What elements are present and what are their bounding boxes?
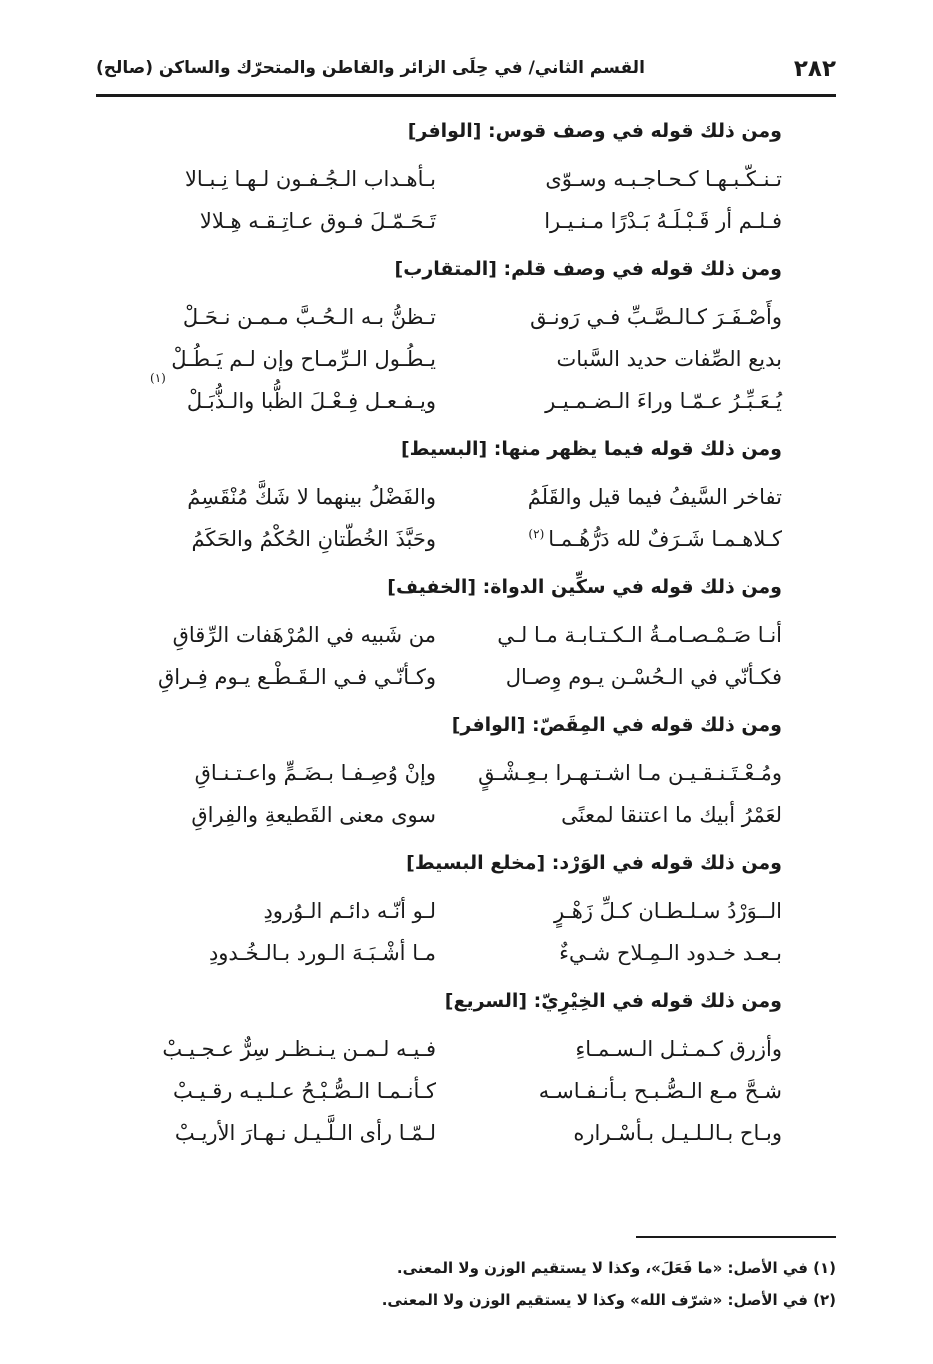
verse-second-hemistich: سوى معنى القَطيعةِ والفِراقِ — [191, 803, 436, 827]
verse-second-hemistich: بـأهـداب الـجُـفـون لـهـا نِـبـالا — [184, 167, 436, 191]
verse-second-hemistich: تَـحَـمّـلَ فـوق عـاتِـقـه هِـلالا — [199, 209, 436, 233]
section-intro: ومن ذلك قوله في وصف قلم: [المتقارب] — [394, 258, 782, 280]
verse-line — [150, 890, 782, 932]
verse-second-hemistich: مـا أشْـبَـهَ الـورد بـالـخُـدودِ — [208, 941, 436, 965]
footnote-2: (٢) في الأصل: «شرّف الله» وكذا لا يستقيم الوزن ولا المعنى. — [381, 1291, 836, 1309]
footnote-1: (١) في الأصل: «ما فَعَلَ»، وكذا لا يستقيم الوزن ولا المعنى. — [396, 1259, 836, 1277]
verse-first-hemistich: وبـاح بـالـلـيـل بـأسْـراره — [573, 1121, 782, 1145]
verse-first-hemistich: يُـعَـبِّـرُ عـمّـا وراءَ الـضـمـيـر — [545, 389, 782, 413]
poem-section-sword-pen — [150, 430, 782, 560]
verse-line — [150, 518, 782, 560]
verse-second-hemistich: لـو أنّـه دائـم الـوُرودِ — [263, 899, 436, 923]
verse-first-hemistich: فـلـم أر قَـبْـلَـهُ بَـدْرًا مـنـيـرا — [544, 209, 782, 233]
verse-first-hemistich: بـعـد خـدود الـمِـلاح شـيءٌ — [559, 941, 782, 965]
verse-first-hemistich: لعَمْرُ أبيك ما اعتنقا لمعنًى — [561, 803, 782, 827]
page-number: ٢٨٢ — [793, 56, 836, 82]
verse-second-hemistich: وحَبَّذَ الخُطّتانِ الحُكْمُ والحَكَمُ — [191, 527, 436, 551]
verse-line — [150, 614, 782, 656]
section-intro: ومن ذلك قوله في سكِّين الدواة: [الخفيف] — [387, 576, 782, 598]
section-intro: ومن ذلك قوله في الخِيْرِيّ: [السريع] — [444, 990, 782, 1012]
verse-second-hemistich: تـظنُّ بـه الـحُـبَّ مـمـن نـحَـلْ — [182, 305, 436, 329]
verse-second-hemistich: من شَبيه في المُرْهَفات الرِّقاقِ — [172, 623, 436, 647]
verse-first-hemistich: أنـا صَـمْـصـامـةُ الـكـتـابـة مـا لـي — [497, 623, 782, 647]
verse-line — [150, 752, 782, 794]
footnotes — [276, 1252, 836, 1316]
verse-first-hemistich: تـنـكّـبـهـا كـحـاجـبـه وسـوّى — [545, 167, 782, 191]
verse-line — [150, 476, 782, 518]
verse-first-hemistich: ومُـعْـتَـنـقـيـن مـا اشـتـهـرا بـعِـشْـقٍ — [478, 761, 782, 785]
verse-line — [150, 932, 782, 974]
verse-line — [150, 1028, 782, 1070]
verse-second-hemistich: والفَضْلُ بينهما لا شَكَّ مُنْقَسِمُ — [187, 485, 436, 509]
verse-second-hemistich: لـمّـا رأى الـلَّـيـل نـهـارَ الأريـبْ — [174, 1121, 436, 1145]
verse-line — [150, 794, 782, 836]
verse-first-hemistich: وأَصْـفَـرَ كـالـصَّـبِّ فـي رَونـق — [530, 305, 782, 329]
poem-section-pen — [150, 250, 782, 422]
verse-line — [150, 200, 782, 242]
verse-line — [150, 1112, 782, 1154]
footnote-rule — [636, 1236, 836, 1238]
verse-first-hemistich: الــوَرْدُ سـلـطـان كـلِّ زَهْـرٍ — [554, 899, 782, 923]
poem-section-rose — [150, 844, 782, 974]
verse-first-hemistich: بديع الصِّفات حديد السَّبات — [556, 347, 782, 371]
section-intro: ومن ذلك قوله في المِقَصّ: [الوافر] — [451, 714, 782, 736]
verse-second-hemistich: فـيـه لـمـن يـنـظـر سِرٌّ عـجـيـبْ — [162, 1037, 436, 1061]
verse-first-hemistich: وأزرق كـمـثـل الـسـمـاءِ — [575, 1037, 782, 1061]
section-intro: ومن ذلك قوله فيما يظهر منها: [البسيط] — [400, 438, 782, 460]
poem-section-scissors — [150, 706, 782, 836]
verse-first-hemistich: فكـأنّي في الـحُسْـن يـوم وِصـال — [505, 665, 782, 689]
section-intro: ومن ذلك قوله في وصف قوس: [الوافر] — [407, 120, 782, 142]
verse-line — [150, 1070, 782, 1112]
verse-second-hemistich: وإنْ وُصِـفـا بـضَـمٍّ واعـتـنـاقِ — [194, 761, 436, 785]
poem-section-knife — [150, 568, 782, 698]
verse-first-hemistich: شـحَّ مـع الـصُّـبـح بـأنـفـاسـه — [538, 1079, 782, 1103]
footnote-ref-2: (٢) — [528, 527, 545, 541]
hemistich-text: ويـفـعـل فِـعْـلَ الظُّبا والـذُّبَـلْ — [186, 389, 436, 413]
verse-line — [150, 158, 782, 200]
page-header — [96, 52, 836, 96]
hemistich-text: كـلاهـمـا شَـرَفٌ لله دَرُّهُـمـا — [548, 527, 782, 551]
verse-second-hemistich: وكـأنّـي فـي الـقَـطْـع يـوم فِـراقِ — [157, 665, 436, 689]
verse-line — [150, 338, 782, 380]
verse-first-hemistich — [496, 518, 782, 560]
poem-section-gillyflower — [150, 982, 782, 1154]
verse-second-hemistich: (١) ويـفـعـل فِـعْـلَ الظُّبا والـذُّبَـلْ — [150, 371, 436, 413]
poem-content — [150, 112, 782, 1162]
verse-second-hemistich: يـطُـول الـرِّمـاح وإن لـم يَـطُـلْ — [171, 347, 436, 371]
running-title: القسم الثاني/ في حِلَى الزائر والقاطن والمتحرّك والساكن (صالح) — [96, 58, 645, 78]
section-intro: ومن ذلك قوله في الوَرْد: [مخلع البسيط] — [406, 852, 782, 874]
verse-second-hemistich: كـأنـمـا الـصُّـبْـحُ عـلـيـه رقـيـبْ — [172, 1079, 436, 1103]
header-rule — [96, 94, 836, 97]
verse-first-hemistich: تفاخر السَّيفُ فيما قيل والقَلَمُ — [527, 485, 782, 509]
verse-line — [150, 296, 782, 338]
verse-line — [150, 371, 782, 422]
poem-section-bow — [150, 112, 782, 242]
verse-line — [150, 656, 782, 698]
